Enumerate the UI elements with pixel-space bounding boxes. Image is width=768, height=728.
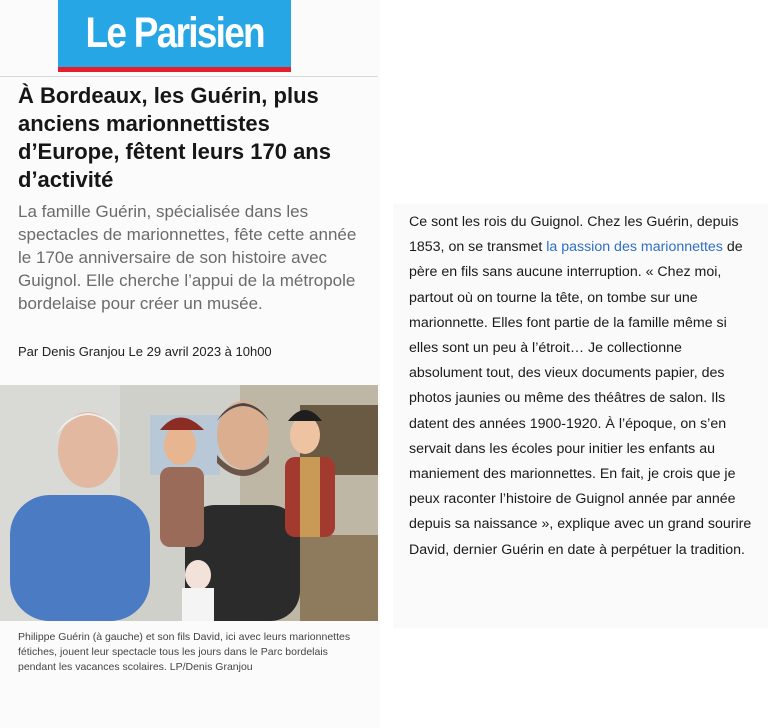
logo-wordmark: Le Parisien bbox=[85, 8, 264, 57]
body-text-rest: de père en fils sans aucune interruption. « Chez moi, partout où on tourne la tête, on tombe sur une marionnette. Elles font partie de la famille même si elles sont un peu à l’étroit… Je collectionne absolument tout, des vieux documents papier, des photos jaunies ou même des théâtres de salon. Ils datent des années 1900-1920. À l’époque, on s’en servait dans les écoles pour initier les enfants au maniement des marionnettes. En fait, je crois que je peux raconter l’histoire de Guignol année par année depuis sa naissance », explique avec un grand sourire David, dernier Guérin en date à perpétuer la tradition. bbox=[409, 239, 752, 558]
article-standfirst: La famille Guérin, spécialisée dans les spectacles de marionnettes, fête cette année le 170e anniversaire de son histoire avec Guignol. Elle cherche l’appui de la métropole bordelaise pour créer un musée. bbox=[18, 202, 357, 313]
le-parisien-logo[interactable] bbox=[58, 0, 291, 72]
article-body bbox=[409, 210, 755, 563]
article-body-card bbox=[393, 204, 768, 628]
article-photo bbox=[0, 385, 378, 621]
passion-marionnettes-link[interactable]: la passion des marionnettes bbox=[546, 239, 723, 256]
article-byline: Par Denis Granjou Le 29 avril 2023 à 10h00 bbox=[18, 344, 272, 359]
photo-illustration bbox=[0, 385, 378, 621]
article-column bbox=[0, 0, 380, 728]
body-text-intro: Ce sont les rois du Guignol. Chez les Guérin, depuis 1853, on se transmet bbox=[409, 214, 739, 256]
logo-red-bar bbox=[58, 67, 291, 72]
photo-caption: Philippe Guérin (à gauche) et son fils David, ici avec leurs marionnettes fétiches, jouent leur spectacle tous les jours dans le Parc bordelais pendant les vacances scolaires. LP/Denis Granjou bbox=[18, 631, 351, 673]
header-divider bbox=[0, 76, 378, 77]
article-headline: À Bordeaux, les Guérin, plus anciens marionnettistes d’Europe, fêtent leurs 170 ans d’activité bbox=[18, 83, 331, 192]
